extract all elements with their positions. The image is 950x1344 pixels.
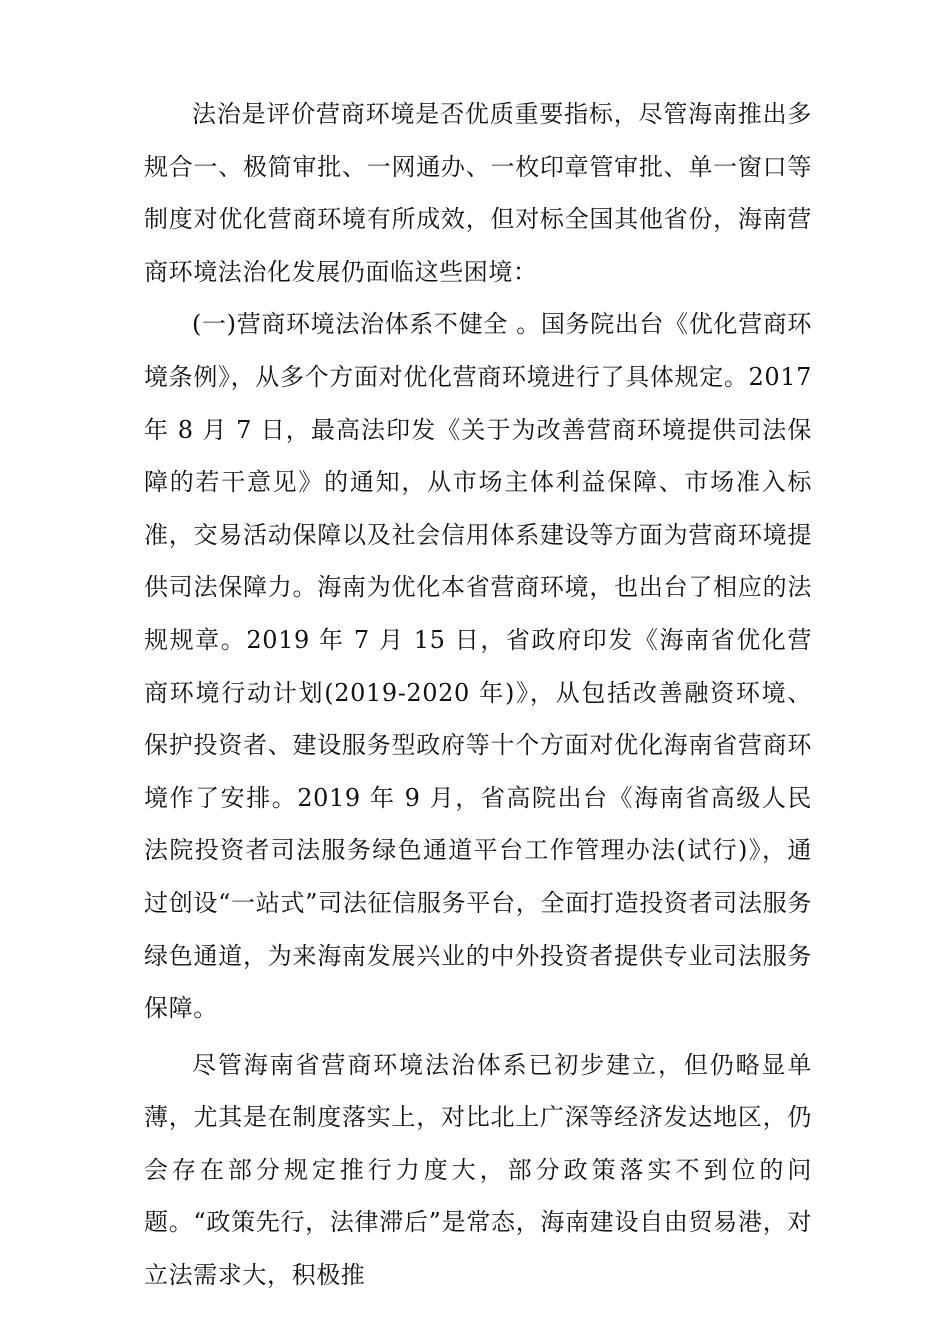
paragraph-shortcomings: 尽管海南省营商环境法治体系已初步建立，但仍略显单薄，尤其是在制度落实上，对比北上广深等经济发达地区，仍会存在部分规定推行力度大，部分政策落实不到位的问题。“政策先行，法律滞后”是常态，海南建设自由贸易港，对立法需求大，积极推: [144, 1050, 812, 1290]
paragraph-intro: 法治是评价营商环境是否优质重要指标，尽管海南推出多规合一、极简审批、一网通办、一枚印章管审批、单一窗口等制度对优化营商环境有所成效，但对标全国其他省份，海南营商环境法治化发展仍面临这些困境：: [144, 100, 812, 286]
document-body: [144, 88, 812, 1302]
paragraph-legal-system: (一)营商环境法治体系不健全 。国务院出台《优化营商环境条例》，从多个方面对优化营商环境进行了具体规定。2017 年 8 月 7 日，最高法印发《关于为改善营商环境提供司法保障的若干意见》的通知，从市场主体利益保障、市场准入标准，交易活动保障以及社会信用体系建设等方面为营商环境提供司法保障力。海南为优化本省营商环境，也出台了相应的法规规章。2019 年 7 月 15 日，省政府印发《海南省优化营商环境行动计划(2019-2020 年)》，从包括改善融资环境、保护投资者、建设服务型政府等十个方面对优化海南省营商环境作了安排。2019 年 9 月，省高院出台《海南省高级人民法院投资者司法服务绿色通道平台工作管理办法(试行)》，通过创设“一站式”司法征信服务平台，全面打造投资者司法服务绿色通道，为来海南发展兴业的中外投资者提供专业司法服务保障。: [144, 310, 812, 1023]
